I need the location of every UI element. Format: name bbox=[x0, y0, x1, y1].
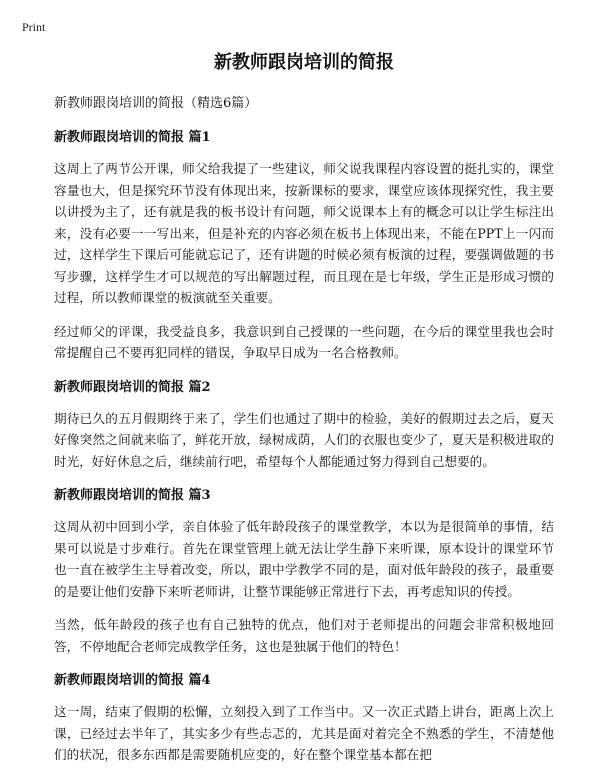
section-4-paragraph-1: 这一周，结束了假期的松懈，立刻投入到了工作当中。又一次正式踏上讲台，距离上次上课，已经过去半年了，其实多少有些忐忑的，尤其是面对着完全不熟悉的学生，不清楚他们的状况，很多东西都是需要随机应变的，好在整个课堂基本都在把 bbox=[54, 704, 554, 762]
section-heading-1: 新教师跟岗培训的简报 篇1 bbox=[54, 130, 211, 145]
document bbox=[54, 50, 554, 778]
section-heading-2: 新教师跟岗培训的简报 篇2 bbox=[54, 379, 211, 395]
section-heading-4: 新教师跟岗培训的简报 篇4 bbox=[54, 673, 211, 688]
page-title: 新教师跟岗培训的简报 bbox=[214, 52, 394, 73]
section-3-paragraph-2: 当然，低年龄段的孩子也有自己独特的优点，他们对于老师提出的问题会非常积极地回答，不停地配合老师完成教学任务，这也是独属于他们的特色！ bbox=[54, 617, 554, 654]
section-1-paragraph-2: 经过师父的评课，我受益良多，我意识到自己授课的一些问题，在今后的课堂里我也会时常提醒自己不要再犯同样的错误，争取早日成为一名合格教师。 bbox=[54, 323, 554, 360]
print-link[interactable]: Print bbox=[22, 20, 46, 34]
document-subtitle: 新教师跟岗培训的简报（精选6篇） bbox=[54, 96, 258, 111]
section-heading-3: 新教师跟岗培训的简报 篇3 bbox=[54, 488, 211, 503]
section-1-paragraph-1: 这周上了两节公开课，师父给我提了一些建议，师父说我课程内容设置的挺扎实的，课堂容量也大，但是探究环节没有体现出来，按新课标的要求，课堂应该体现探究性，我主要以讲授为主了，还有就是我的板书设计有问题，师父说课本上有的概念可以让学生标注出来，没有必要一一写出来，但是补充的内容必须在板书上体现出来，不能在PPT上一闪而过，这样学生下课后可能就忘记了，还有讲题的时候必须有板演的过程，要强调做题的书写步骤，这样学生才可以规范的写出解题过程，而且现在是七年级，学生正是形成习惯的过程，所以教师课堂的板演就至关重要。 bbox=[54, 161, 554, 305]
section-3-paragraph-1: 这周从初中回到小学，亲自体验了低年龄段孩子的课堂教学，本以为是很简单的事情，结果可以说是寸步难行。首先在课堂管理上就无法让学生静下来听课，原本设计的课堂环节也一直在被学生主导着改变，所以，跟中学教学不同的是，面对低年龄段的孩子，最重要的是要让他们安静下来听老师讲，让整节课能够正常进行下去，再考虑知识的传授。 bbox=[54, 519, 554, 599]
section-2-paragraph-1: 期待已久的五月假期终于来了，学生们也通过了期中的检验，美好的假期过去之后，夏天好像突然之间就来临了，鲜花开放，绿树成荫，人们的衣服也变少了，夏天是积极进取的时光，好好休息之后，继续前行吧，希望每个人都能通过努力得到自己想要的。 bbox=[54, 410, 554, 469]
